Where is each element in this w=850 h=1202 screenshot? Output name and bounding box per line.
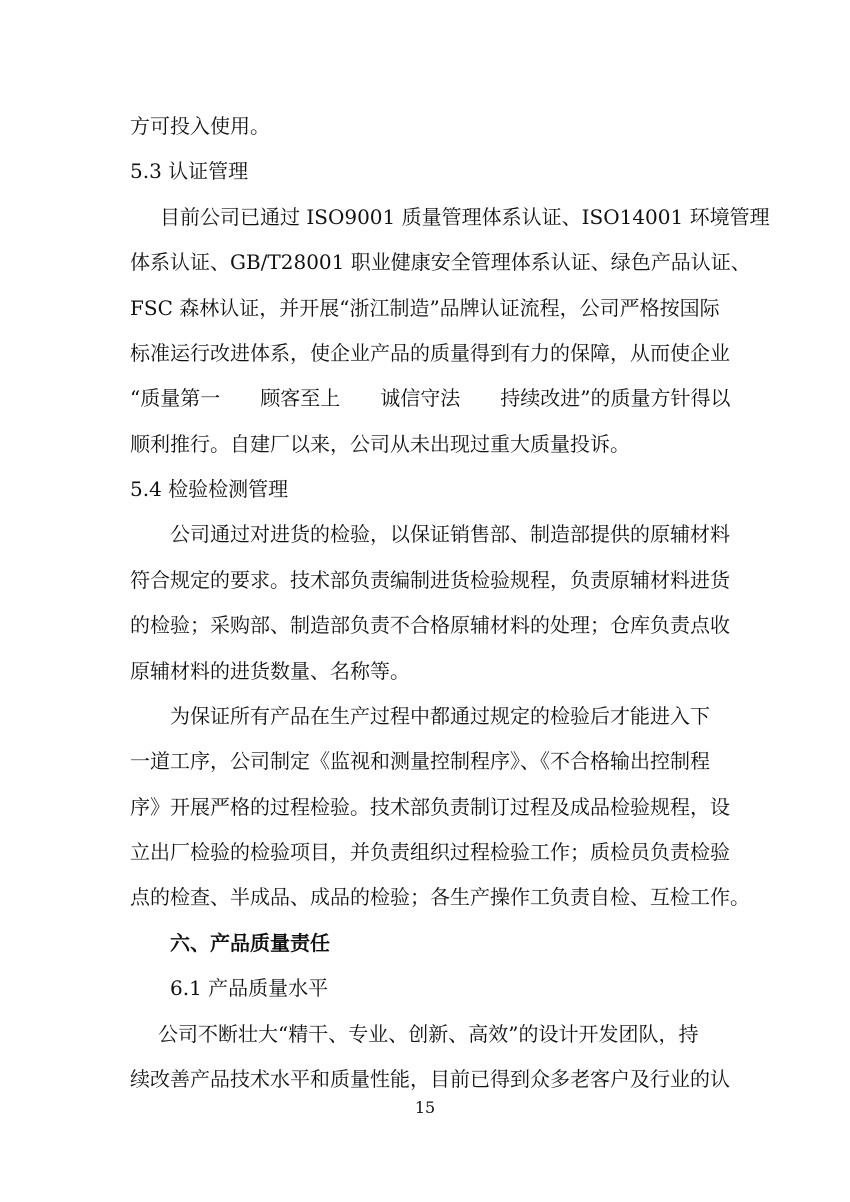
- text-line: 序》开展严格的过程检验。技术部负责制订过程及成品检验规程，设: [130, 795, 730, 819]
- section-heading: 6.1 产品质量水平: [170, 976, 329, 1000]
- text-line: 公司通过对进货的检验，以保证销售部、制造部提供的原辅材料: [170, 522, 730, 546]
- text-line: 立出厂检验的检验项目，并负责组织过程检验工作；质检员负责检验: [130, 840, 730, 864]
- text-line: 标准运行改进体系，使企业产品的质量得到有力的保障，从而使企业: [130, 341, 730, 365]
- chapter-heading: 六、产品质量责任: [170, 931, 330, 955]
- text-line: 符合规定的要求。技术部负责编制进货检验规程，负责原辅材料进货: [130, 568, 730, 592]
- text-line: 为保证所有产品在生产过程中都通过规定的检验后才能进入下: [170, 704, 710, 728]
- section-heading: 5.4 检验检测管理: [130, 477, 289, 501]
- text-line: 续改善产品技术水平和质量性能，目前已得到众多老客户及行业的认: [130, 1067, 730, 1091]
- text-line: 目前公司已通过 ISO9001 质量管理体系认证、ISO14001 环境管理: [160, 205, 770, 229]
- page-number: 15: [414, 1098, 436, 1117]
- text-line: 一道工序，公司制定《监视和测量控制程序》、《不合格输出控制程: [130, 749, 710, 773]
- text-line: 公司不断壮大“精干、专业、创新、高效”的设计开发团队，持: [158, 1022, 699, 1046]
- text-line: “质量第一 顾客至上 诚信守法 持续改进”的质量方针得以: [130, 386, 731, 410]
- text-line: 方可投入使用。: [130, 114, 270, 138]
- section-heading: 5.3 认证管理: [130, 159, 249, 183]
- text-line: 原辅材料的进货数量、名称等。: [130, 659, 410, 683]
- text-line: 顺利推行。自建厂以来，公司从未出现过重大质量投诉。: [130, 432, 630, 456]
- text-line: 的检验；采购部、制造部负责不合格原辅材料的处理；仓库负责点收: [130, 613, 730, 637]
- text-line: 体系认证、GB/T28001 职业健康安全管理体系认证、绿色产品认证、: [130, 250, 751, 274]
- text-line: 点的检查、半成品、成品的检验；各生产操作工负责自检、互检工作。: [130, 885, 750, 909]
- text-line: FSC 森林认证，并开展“浙江制造”品牌认证流程，公司严格按国际: [130, 296, 720, 320]
